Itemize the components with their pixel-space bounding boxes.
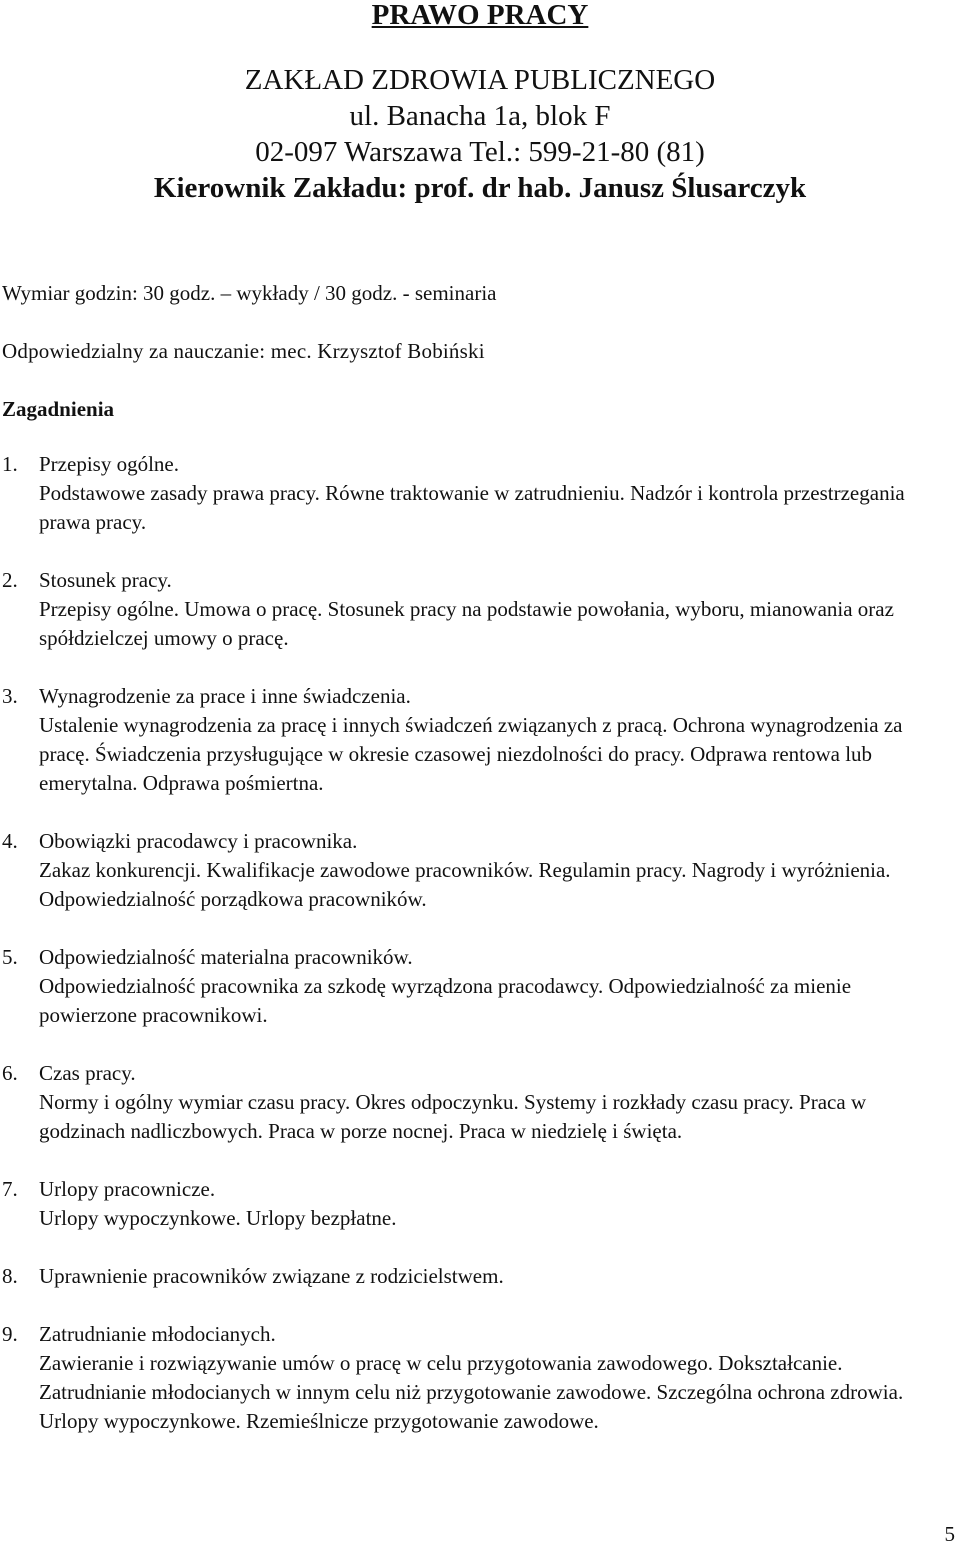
- hours-value: 30 godz. – wykłady / 30 godz. - seminaria: [143, 281, 497, 305]
- topic-title: Urlopy pracownicze.: [39, 1177, 216, 1201]
- topic-description: Normy i ogólny wymiar czasu pracy. Okres odpoczynku. Systemy i rozkłady czasu pracy. Praca w godzinach nadliczbowych. Praca w porze nocnej. Praca w niedzielę i święta.: [39, 1090, 867, 1143]
- topic-number: 5.: [2, 945, 18, 969]
- topic-title: Zatrudnianie młodocianych.: [39, 1322, 276, 1346]
- topic-title: Uprawnienie pracowników związane z rodzicielstwem.: [39, 1264, 504, 1288]
- responsible-line: Odpowiedzialny za nauczanie: mec. Krzysztof Bobiński: [2, 339, 485, 363]
- topic-number: 7.: [2, 1177, 18, 1201]
- hours-line: [2, 280, 496, 306]
- topics-heading: Zagadnienia: [2, 397, 115, 421]
- topic-number: 4.: [2, 829, 18, 853]
- topic-item: [0, 827, 960, 914]
- topic-number: 2.: [2, 568, 18, 592]
- topic-number: 3.: [2, 684, 18, 708]
- topics-list: [0, 450, 960, 1465]
- institution-head-name: prof. dr hab. Janusz Ślusarczyk: [414, 172, 807, 204]
- topic-number: 8.: [2, 1264, 18, 1288]
- topic-title: Wynagrodzenie za prace i inne świadczenia.: [39, 684, 411, 708]
- institution-header: [0, 62, 960, 206]
- topic-item: [0, 1320, 960, 1436]
- topic-description: Urlopy wypoczynkowe. Urlopy bezpłatne.: [39, 1206, 397, 1230]
- topic-description: Zakaz konkurencji. Kwalifikacje zawodowe pracowników. Regulamin pracy. Nagrody i wyróżnienia. Odpowiedzialność porządkowa pracowników.: [39, 858, 891, 911]
- topic-item: [0, 1262, 960, 1291]
- topic-number: 6.: [2, 1061, 18, 1085]
- topic-item: [0, 1059, 960, 1146]
- topic-number: 1.: [2, 452, 18, 476]
- page-number: 5: [944, 1522, 955, 1546]
- topic-title: Stosunek pracy.: [39, 568, 172, 592]
- topic-description: Odpowiedzialność pracownika za szkodę wyrządzona pracodawcy. Odpowiedzialność za mienie powierzone pracownikowi.: [39, 974, 852, 1027]
- topic-item: [0, 682, 960, 798]
- topic-description: Ustalenie wynagrodzenia za pracę i innych świadczeń związanych z pracą. Ochrona wynagrodzenia za pracę. Świadczenia przysługujące w okresie czasowej niezdolności do pracy. Odprawa rentowa lub emerytalna. Odprawa pośmiertna.: [39, 713, 903, 795]
- institution-name: ZAKŁAD ZDROWIA PUBLICZNEGO: [244, 64, 716, 96]
- topic-description: Zawieranie i rozwiązywanie umów o pracę w celu przygotowania zawodowego. Dokształcanie. Zatrudnianie młodocianych w innym celu niż przygotowanie zawodowe. Szczególna ochrona zdrowia. Urlopy wypoczynkowe. Rzemieślnicze przygotowanie zawodowe.: [39, 1351, 904, 1433]
- institution-address-line1: ul. Banacha 1a, blok F: [349, 100, 611, 132]
- document-title: PRAWO PRACY: [371, 0, 589, 31]
- topic-item: [0, 1175, 960, 1233]
- hours-label: Wymiar godzin:: [2, 281, 138, 305]
- institution-address-line2: 02-097 Warszawa Tel.: 599-21-80 (81): [255, 136, 705, 168]
- topic-title: Obowiązki pracodawcy i pracownika.: [39, 829, 358, 853]
- topic-number: 9.: [2, 1322, 18, 1346]
- topic-title: Przepisy ogólne.: [39, 452, 179, 476]
- topic-title: Odpowiedzialność materialna pracowników.: [39, 945, 413, 969]
- topic-item: [0, 943, 960, 1030]
- topic-title: Czas pracy.: [39, 1061, 136, 1085]
- institution-head: [0, 170, 960, 206]
- topic-description: Podstawowe zasady prawa pracy. Równe traktowanie w zatrudnieniu. Nadzór i kontrola przestrzegania prawa pracy.: [39, 481, 905, 534]
- topic-item: [0, 450, 960, 537]
- topic-description: Przepisy ogólne. Umowa o pracę. Stosunek pracy na podstawie powołania, wyboru, mianowania oraz spółdzielczej umowy o pracę.: [39, 597, 894, 650]
- topic-item: [0, 566, 960, 653]
- institution-head-label: Kierownik Zakładu:: [153, 172, 408, 204]
